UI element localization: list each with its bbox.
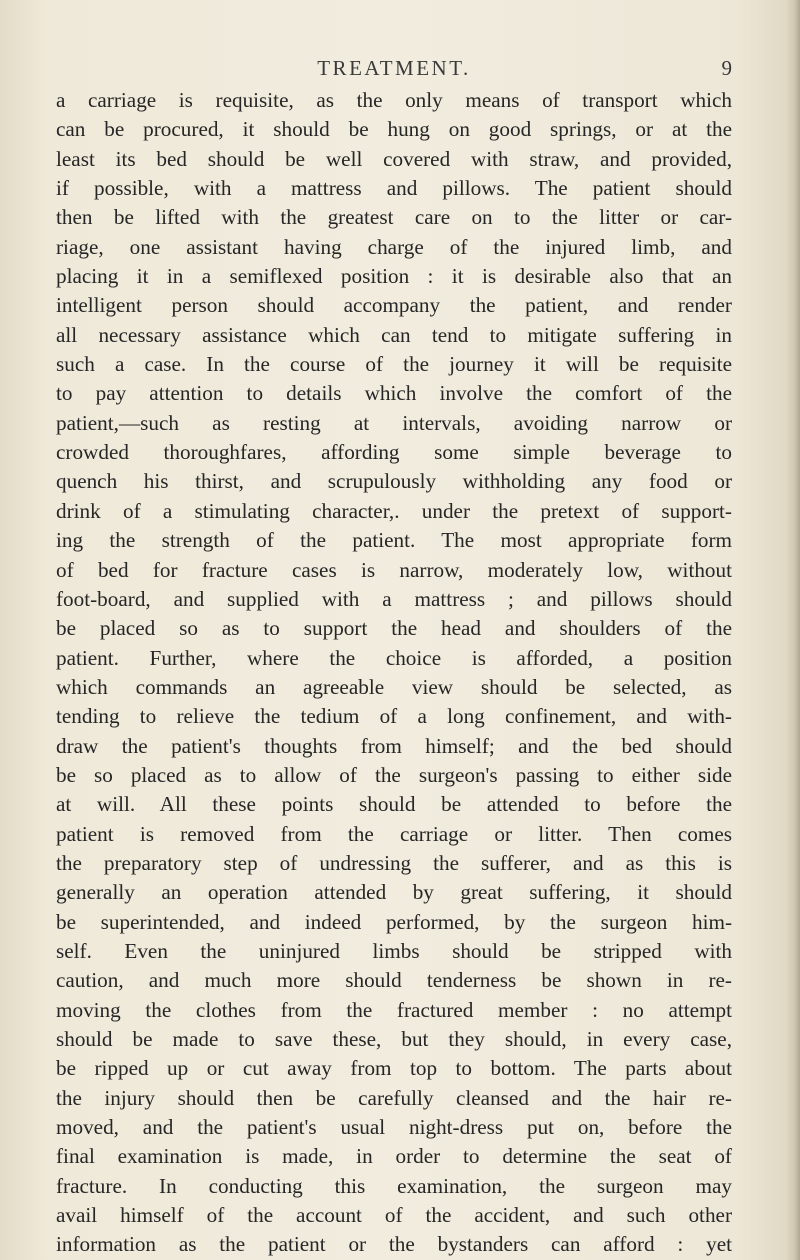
text-line: fracture. In conducting this examination, the surgeon may bbox=[56, 1173, 732, 1198]
text-line: be ripped up or cut away from top to bottom. The parts about bbox=[56, 1056, 732, 1081]
text-line: generally an operation attended by great suffering, it should bbox=[56, 880, 732, 905]
text-line: drink of a stimulating character,. under the pretext of support- bbox=[56, 498, 732, 523]
text-line: of bed for fracture cases is narrow, moderately low, without bbox=[56, 557, 732, 582]
text-line: the injury should then be carefully cleansed and the hair re- bbox=[56, 1085, 732, 1110]
text-line: intelligent person should accompany the patient, and render bbox=[56, 293, 732, 318]
text-line: patient is removed from the carriage or litter. Then comes bbox=[56, 821, 732, 846]
text-line: a carriage is requisite, as the only means of transport which bbox=[56, 88, 732, 112]
text-line: to pay attention to details which involve the comfort of the bbox=[56, 381, 732, 406]
text-line: avail himself of the account of the accident, and such other bbox=[56, 1203, 732, 1228]
text-line: all necessary assistance which can tend to mitigate suffering in bbox=[56, 322, 732, 347]
text-line: final examination is made, in order to determine the seat of bbox=[56, 1144, 732, 1169]
text-line: can be procured, it should be hung on good springs, or at the bbox=[56, 117, 732, 142]
text-line: crowded thoroughfares, affording some simple beverage to bbox=[56, 440, 732, 465]
text-line: foot-board, and supplied with a mattress ; and pillows should bbox=[56, 586, 732, 611]
text-line: then be lifted with the greatest care on to the litter or car- bbox=[56, 205, 732, 230]
text-line: moving the clothes from the fractured member : no attempt bbox=[56, 997, 732, 1022]
text-line: should be made to save these, but they should, in every case, bbox=[56, 1027, 732, 1051]
text-line: be placed so as to support the head and shoulders of the bbox=[56, 616, 732, 641]
text-line: be so placed as to allow of the surgeon's passing to either side bbox=[56, 762, 732, 787]
text-line: if possible, with a mattress and pillows. The patient should bbox=[56, 176, 732, 201]
page-edge-shadow bbox=[786, 0, 800, 1260]
text-line: be superintended, and indeed performed, by the surgeon him- bbox=[56, 909, 732, 934]
text-line: information as the patient or the bystanders can afford : yet bbox=[56, 1232, 732, 1257]
text-line: at will. All these points should be attended to before the bbox=[56, 792, 732, 817]
text-line: placing it in a semiflexed position : it is desirable also that an bbox=[56, 264, 732, 289]
text-line: draw the patient's thoughts from himself; and the bed should bbox=[56, 733, 732, 758]
text-line: such a case. In the course of the journey it will be requisite bbox=[56, 352, 732, 377]
text-line: riage, one assistant having charge of the injured limb, and bbox=[56, 234, 732, 259]
text-line: ing the strength of the patient. The most appropriate form bbox=[56, 528, 732, 553]
text-line: quench his thirst, and scrupulously withholding any food or bbox=[56, 469, 732, 494]
page-number: 9 bbox=[721, 56, 732, 80]
text-line: patient. Further, where the choice is afforded, a position bbox=[56, 645, 732, 670]
text-line: self. Even the uninjured limbs should be stripped with bbox=[56, 938, 732, 963]
body-paragraph bbox=[56, 86, 732, 1260]
text-line: the preparatory step of undressing the sufferer, and as this is bbox=[56, 850, 732, 875]
text-line: tending to relieve the tedium of a long confinement, and with- bbox=[56, 704, 732, 729]
text-line: least its bed should be well covered with straw, and provided, bbox=[56, 146, 732, 171]
running-head: TREATMENT. bbox=[317, 56, 471, 80]
text-line: patient,—such as resting at intervals, avoiding narrow or bbox=[56, 410, 732, 435]
page-header bbox=[56, 56, 732, 86]
text-line: which commands an agreeable view should be selected, as bbox=[56, 674, 732, 699]
text-line: caution, and much more should tenderness be shown in re- bbox=[56, 968, 732, 993]
text-line: moved, and the patient's usual night-dress put on, before the bbox=[56, 1115, 732, 1140]
